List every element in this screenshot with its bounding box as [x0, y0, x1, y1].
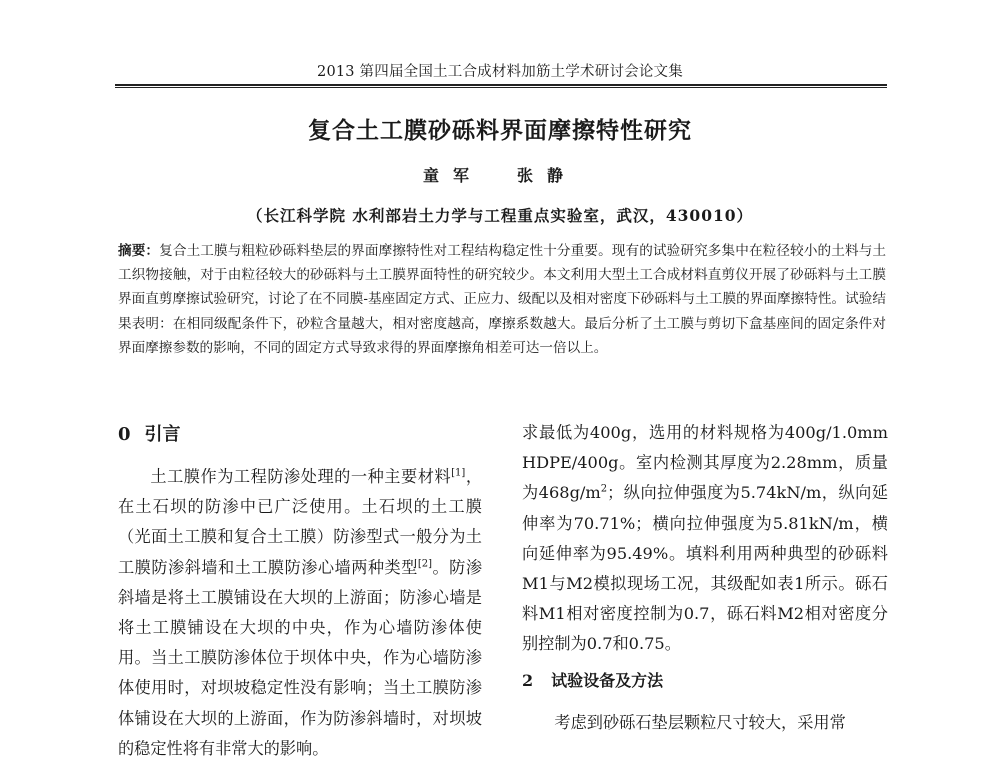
abstract-label: 摘要： — [118, 243, 160, 259]
affiliation: （长江科学院 水利部岩土力学与工程重点实验室，武汉，430010） — [246, 206, 754, 225]
header-rule-thin — [115, 87, 887, 88]
section-2-heading — [522, 668, 663, 691]
intro-paragraph — [118, 462, 482, 764]
citation-1: [1] — [451, 467, 466, 479]
section-2-number: 2 — [522, 671, 534, 690]
authors — [115, 163, 885, 186]
right-column — [522, 418, 888, 660]
intro-text-1: 土工膜作为工程防渗处理的一种主要材料 — [150, 467, 452, 486]
header-rule-thick — [115, 84, 887, 86]
abstract — [118, 239, 886, 360]
section-2-title: 试验设备及方法 — [551, 671, 664, 690]
section-0-heading — [118, 420, 181, 446]
method-paragraph: 考虑到砂砾石垫层颗粒尺寸较大，采用常 — [554, 713, 846, 732]
paper-title: 复合土工膜砂砾料界面摩擦特性研究 — [308, 118, 692, 144]
unit-superscript: 2 — [600, 484, 608, 496]
running-head: 2013 第四届全国土工合成材料加筋土学术研讨会论文集 — [317, 64, 683, 80]
section-2-body — [522, 708, 888, 738]
section-0-title: 引言 — [144, 424, 181, 445]
material-paragraph — [522, 418, 888, 660]
material-text-1: 求最低为400g，选用的材料规格为400g/1.0mm HDPE/400g。室内检测其厚度为2.28mm，质量为468g/m — [522, 423, 888, 503]
intro-text-3: 。防渗斜墙是将土工膜铺设在大坝的上游面；防渗心墙是将土工膜铺设在大坝的中央，作为心墙防渗体使用。当土工膜防渗体位于坝体中央，作为心墙防渗体使用时，对坝坡稳定性没有影响；当土工膜防渗体铺设在大坝的上游面，作为防渗斜墙时，对坝坡的稳定性将有非常大的影响。 — [118, 557, 483, 758]
citation-2: [2] — [417, 558, 433, 570]
abstract-text: 复合土工膜与粗粒砂砾料垫层的界面摩擦特性对工程结构稳定性十分重要。现有的试验研究多集中在粒径较小的土料与土工织物接触，对于由粒径较大的砂砾料与土工膜界面特性的研究较少。本文利用大型土工合成材料直剪仪开展了砂砾料与土工膜界面直剪摩擦试验研究，讨论了在不同膜-基座固定方式、正应力、级配以及相对密度下砂砾料与土工膜的界面摩擦特性。试验结果表明：在相同级配条件下，砂粒含量越大，相对密度越高，摩擦系数越大。最后分析了土工膜与剪切下盒基座间的固定条件对界面摩擦参数的影响，不同的固定方式导致求得的界面摩擦角相差可达一倍以上。 — [118, 243, 887, 356]
intro-text-2: ，在土石坝的防渗中已广泛使用。土石坝的土工膜（光面土工膜和复合土工膜）防渗型式一般分为土工膜防渗斜墙和土工膜防渗心墙两种类型 — [118, 467, 483, 577]
left-column — [118, 462, 482, 764]
author-1: 童军 — [422, 166, 483, 185]
section-0-number: 0 — [118, 424, 131, 445]
material-text-2: ；纵向拉伸强度为5.74kN/m，纵向延伸率为70.71%；横向拉伸强度为5.81kN/m，横向延伸率为95.49%。填料利用两种典型的砂砾料M1与M2模拟现场工况，其级配如表1所示。砾石料M1相对密度控制为0.7，砾石料M2相对密度分别控制为0.7和0.75。 — [522, 483, 888, 654]
author-2: 张静 — [517, 166, 578, 185]
